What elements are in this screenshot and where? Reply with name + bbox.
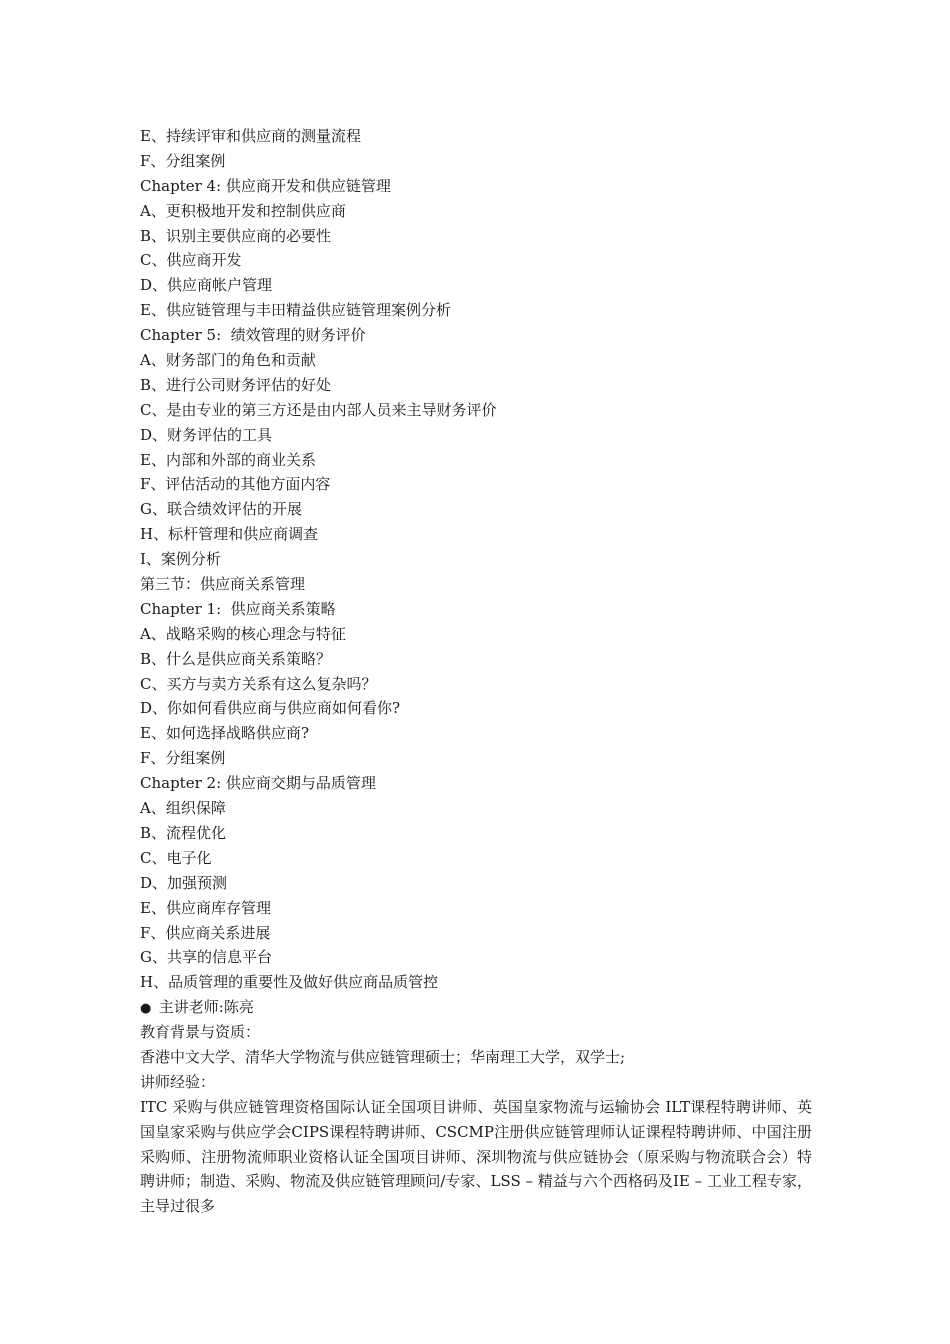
outline-item: D、供应商帐户管理 (140, 276, 273, 295)
outline-item: D、加强预测 (140, 873, 228, 892)
outline-item: B、流程优化 (140, 823, 227, 842)
outline-item: E、供应链管理与丰田精益供应链管理案例分析 (140, 301, 451, 320)
bullet-icon: ● (140, 1001, 152, 1017)
outline-item: A、更积极地开发和控制供应商 (140, 201, 346, 220)
outline-item: F、分组案例 (140, 749, 226, 768)
teacher-label: 主讲老师:陈亮 (158, 998, 254, 1017)
education-heading: 教育背景与资质： (140, 1023, 261, 1042)
outline-item: F、供应商关系进展 (140, 923, 271, 942)
outline-item: E、供应商库存管理 (140, 898, 271, 917)
outline-item: B、什么是供应商关系策略？ (140, 649, 332, 668)
outline-item: D、财务评估的工具 (140, 425, 273, 444)
outline-item: A、战略采购的核心理念与特征 (140, 624, 346, 643)
outline-item: G、联合绩效评估的开展 (140, 500, 302, 519)
section-heading: 第三节：供应商关系管理 (140, 575, 306, 594)
experience-heading: 讲师经验： (140, 1072, 216, 1091)
experience-text: ITC 采购与供应链管理资格国际认证全国项目讲师、英国皇家物流与运输协会 ILT课程特聘讲师、英国皇家采购与供应学会CIPS课程特聘讲师、CSCMP注册供应链管理师认证课程特聘讲师、中国注册采购师、注册物流师职业资格认证全国项目讲师、深圳物流与供应链协会（原采购与物流联合会）特聘讲师；制造、采购、物流及供应链管理顾问/专家、LSS – 精益与六个西格码及IE – 工业工程专家，主导过很多 (140, 1097, 812, 1216)
outline-item: C、电子化 (140, 848, 212, 867)
chapter-heading: Chapter 1: 供应商关系策略 (140, 599, 336, 618)
outline-item: D、你如何看供应商与供应商如何看你? (140, 699, 401, 718)
outline-item: E、内部和外部的商业关系 (140, 450, 316, 469)
outline-item: B、进行公司财务评估的好处 (140, 375, 332, 394)
outline-item: H、标杆管理和供应商调查 (140, 525, 319, 544)
outline-item: F、评估活动的其他方面内容 (140, 475, 331, 494)
outline-item: I、案例分析 (140, 550, 221, 569)
chapter-heading: Chapter 5: 绩效管理的财务评价 (140, 326, 366, 345)
outline-item: A、组织保障 (140, 799, 226, 818)
document-page (140, 124, 812, 1219)
outline-item: F、分组案例 (140, 151, 226, 170)
outline-item: E、持续评审和供应商的测量流程 (140, 127, 361, 145)
outline-item: C、买方与卖方关系有这么复杂吗？ (140, 674, 377, 693)
outline-item: C、是由专业的第三方还是由内部人员来主导财务评价 (140, 400, 497, 419)
outline-item: H、品质管理的重要性及做好供应商品质管控 (140, 973, 439, 992)
chapter-heading: Chapter 4: 供应商开发和供应链管理 (140, 176, 391, 195)
education-text: 香港中文大学、清华大学物流与供应链管理硕士；华南理工大学，双学士; (140, 1047, 626, 1066)
chapter-heading: Chapter 2: 供应商交期与品质管理 (140, 774, 376, 793)
teacher-line (140, 995, 812, 1020)
outline-item: G、共享的信息平台 (140, 948, 272, 967)
outline-item: C、供应商开发 (140, 251, 242, 270)
outline-item: E、如何选择战略供应商? (140, 724, 309, 743)
outline-item: B、识别主要供应商的必要性 (140, 226, 332, 245)
outline-item: A、财务部门的角色和贡献 (140, 351, 316, 370)
